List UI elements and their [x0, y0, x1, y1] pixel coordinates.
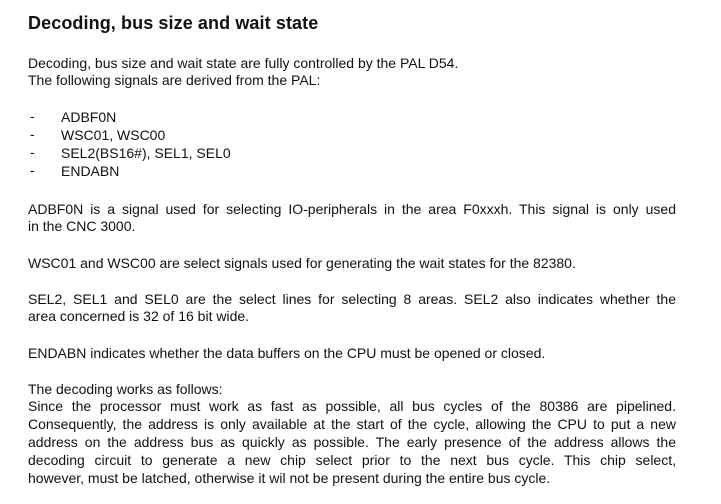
wsc-paragraph: WSC01 and WSC00 are select signals used for generating the wait states for the 82380.: [28, 255, 576, 271]
endabn-paragraph: ENDABN indicates whether the data buffers on the CPU must be opened or closed.: [28, 345, 546, 361]
intro-line-2: The following signals are derived from the PAL:: [28, 72, 321, 88]
signal-label: SEL2(BS16#), SEL1, SEL0: [61, 145, 231, 161]
paragraph-line: Consequently, the address is only available at the start of the cycle, allowing the CPU to put a new: [28, 416, 676, 432]
signal-label: WSC01, WSC00: [61, 127, 166, 143]
paragraph-line: in the CNC 3000.: [28, 218, 136, 234]
section-heading: Decoding, bus size and wait state: [28, 13, 319, 33]
paragraph-line: address on the address bus as quickly as possible. The early presence of the address allows the: [28, 434, 676, 450]
paragraph-line: Since the processor must work as fast as possible, all bus cycles of the 80386 are pipelined.: [28, 398, 676, 414]
list-dash: -: [30, 144, 35, 160]
paragraph-line: area concerned is 32 of 16 bit wide.: [28, 308, 250, 324]
list-dash: -: [30, 126, 35, 142]
paragraph-line: decoding circuit to generate a new chip select prior to the next bus cycle. This chip select,: [28, 452, 676, 468]
paragraph-line: ADBF0N is a signal used for selecting IO-peripherals in the area F0xxxh. This signal is only used: [28, 201, 676, 217]
paragraph-line: SEL2, SEL1 and SEL0 are the select lines for selecting 8 areas. SEL2 also indicates whether the: [28, 291, 676, 307]
paragraph-line: however, must be latched, otherwise it wil not be present during the entire bus cycle.: [28, 470, 551, 486]
signal-label: ENDABN: [61, 163, 120, 179]
list-dash: -: [30, 108, 35, 124]
intro-line-1: Decoding, bus size and wait state are fully controlled by the PAL D54.: [28, 55, 459, 71]
signal-label: ADBF0N: [61, 109, 117, 125]
paragraph-line: The decoding works as follows:: [28, 381, 223, 397]
list-dash: -: [30, 162, 35, 178]
